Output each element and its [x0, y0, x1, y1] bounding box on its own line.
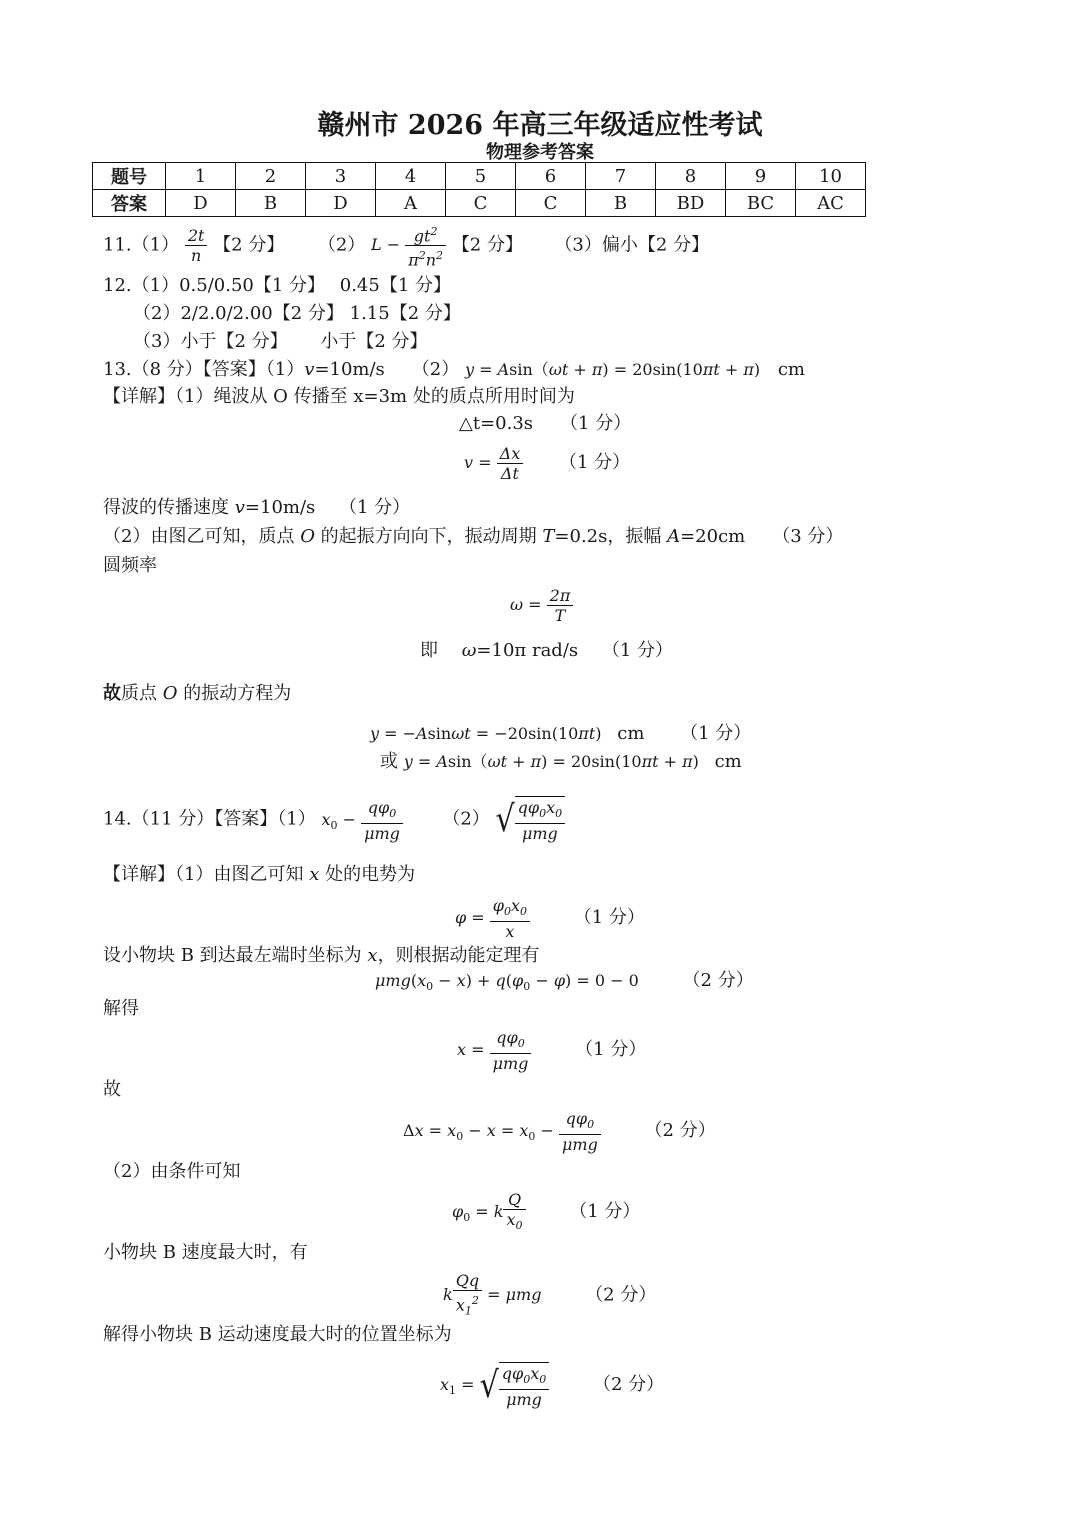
q13-detail-2: 得波的传播速度 v=10m/s （1 分）	[103, 497, 411, 518]
q14-answer1-formula: $x_0$ − $\frac{q\varphi_0}{\text{μmg}}$	[321, 810, 402, 829]
text: 【详解】（1）由图乙可知	[103, 864, 310, 885]
q14-eq-delta-x: $\Delta x = x_0 - x = x_0$ − $\frac{q\varphi_0}{\text{μmg}}$ （2 分）	[403, 1109, 716, 1155]
text: （2）由图乙可知，质点	[103, 526, 301, 547]
answer-cell: B	[236, 190, 306, 217]
q12-line-1: 12.（1）0.5/0.50【1 分】 0.45【1 分】	[103, 275, 451, 296]
q12-line-3: （3）小于【2 分】 小于【2 分】	[133, 331, 428, 352]
q14-detail-3: 解得	[103, 998, 139, 1019]
answer-cell: BC	[726, 190, 796, 217]
q11-answer2-formula: L − $\frac{gt^2}{\pi^2n^2}$	[371, 235, 446, 254]
q13-eq-time: △t=0.3s （1 分）	[459, 413, 632, 434]
text: ，则根据动能定理有	[377, 945, 540, 966]
q11-part2: （2）	[317, 234, 366, 256]
q14-eq-potential: φ = $\frac{\varphi_0x_0}{x}$ （1 分）	[455, 896, 645, 942]
q11-score2: 【2 分】	[451, 234, 523, 256]
q14-detail-6: 小物块 B 速度最大时，有	[103, 1242, 308, 1263]
q13-detail-4: 圆频率	[103, 555, 157, 576]
text: =10π rad/s （1 分）	[476, 640, 674, 661]
table-row-numbers	[93, 163, 866, 190]
answer-cell: C	[446, 190, 516, 217]
question-number-cell: 8	[656, 163, 726, 190]
question-number-cell: 6	[516, 163, 586, 190]
question-number-cell: 5	[446, 163, 516, 190]
q14-eq-force-balance: k $\frac{Qq}{x_1^2}$ = μmg （2 分）	[443, 1271, 657, 1318]
answer-cell: C	[516, 190, 586, 217]
q11-score1: 【2 分】	[213, 234, 285, 256]
text: 得波的传播速度	[103, 497, 235, 518]
q13-head-2: =10m/s （2）	[314, 359, 460, 380]
q14-eq-energy: $\mu mg(x_0 - x) + q(\varphi_0 - \varphi) = 0 - 0$ （2 分）	[375, 970, 754, 994]
row-label: 题号	[93, 163, 166, 190]
q14-detail-1: 【详解】（1）由图乙可知 x 处的电势为	[103, 864, 416, 885]
q13-eq-omega: ω = $\frac{2\pi}{T}$	[510, 586, 573, 625]
text: 即	[420, 640, 462, 661]
score: （2 分）	[585, 1284, 657, 1306]
q14-eq-x: x = $\frac{q\varphi_0}{\text{μmg}}$ （1 分）	[457, 1028, 647, 1074]
q13-detail-5: 故质点 O 的振动方程为	[103, 683, 292, 704]
q13-answer-line: 13.（8 分）【答案】（1）v=10m/s （2） y = Asin（ωt + π) = 20sin(10πt + π) cm	[103, 359, 805, 380]
question-number-cell: 9	[726, 163, 796, 190]
score: （2 分）	[644, 1120, 716, 1142]
text: 的起振方向向下，振动周期	[314, 526, 543, 547]
unit: cm	[714, 751, 742, 772]
q11-part3: （3）偏小【2 分】	[554, 234, 710, 256]
answer-cell: A	[376, 190, 446, 217]
q14-eq-phi0: $\varphi_0 = k$ $\frac{Q}{x_0}$ （1 分）	[452, 1190, 641, 1233]
table-row-answers	[93, 190, 866, 217]
text: 的振动方程为	[177, 683, 292, 704]
text: 故	[103, 683, 121, 704]
q12-line-2: （2）2/2.0/2.00【2 分】 1.15【2 分】	[133, 303, 461, 324]
score: （1 分）	[569, 1201, 641, 1223]
text: 设小物块 B 到达最左端时坐标为	[103, 945, 368, 966]
question-number-cell: 3	[306, 163, 376, 190]
text: 处的电势为	[319, 864, 416, 885]
q11-part1: （1）	[131, 234, 180, 256]
question-number-cell: 1	[166, 163, 236, 190]
q14-head-2: （2）	[442, 808, 490, 830]
unit: cm	[617, 723, 645, 744]
q11-answer1-formula: $\frac{2t}{n}$	[185, 226, 208, 265]
score: （1 分）	[680, 723, 752, 744]
page-title: 赣州市 2026 年高三年级适应性考试	[317, 110, 763, 141]
q13-eq-vibration-alt: 或 y = Asin（ωt + π) = 20sin(10πt + π) cm	[380, 751, 742, 772]
q14-detail-7: 解得小物块 B 运动速度最大时的位置坐标为	[103, 1324, 452, 1345]
q14-answer2-formula: √ $\frac{q\varphi_0x_0}{\text{μmg}}$	[496, 796, 566, 843]
score: （1 分）	[558, 452, 631, 473]
row-label: 答案	[93, 190, 166, 217]
q11-line	[103, 222, 709, 270]
q13-equation: y = Asin（ωt + π) = 20sin(10πt + π)	[464, 360, 761, 379]
answer-table	[92, 162, 866, 217]
q14-head: 14.（11 分）【答案】（1）	[103, 808, 316, 830]
score: （2 分）	[592, 1374, 665, 1396]
score: （1 分）	[575, 1039, 647, 1061]
question-number-cell: 10	[796, 163, 866, 190]
text: 质点	[121, 683, 163, 704]
q13-detail-3: （2）由图乙可知，质点 O 的起振方向向下，振动周期 T=0.2s，振幅 A=20cm （3 分）	[103, 526, 844, 547]
q14-answer-line	[103, 796, 565, 843]
score: （1 分）	[573, 907, 645, 929]
q13-unit: cm	[777, 359, 805, 380]
score: （2 分）	[682, 970, 754, 991]
q14-detail-5: （2）由条件可知	[103, 1161, 241, 1182]
text: 或	[380, 751, 404, 772]
q11-number: 11.	[103, 234, 132, 256]
answer-cell: BD	[656, 190, 726, 217]
text: =0.2s，振幅	[554, 526, 668, 547]
q13-detail-1: 【详解】（1）绳波从 O 传播至 x=3m 处的质点所用时间为	[103, 386, 575, 407]
question-number-cell: 4	[376, 163, 446, 190]
q13-eq-omega-value: 即 ω=10π rad/s （1 分）	[420, 640, 674, 661]
text: =10m/s （1 分）	[244, 497, 411, 518]
page-subtitle: 物理参考答案	[486, 142, 594, 163]
answer-cell: AC	[796, 190, 866, 217]
q14-detail-2: 设小物块 B 到达最左端时坐标为 x，则根据动能定理有	[103, 945, 540, 966]
answer-cell: D	[306, 190, 376, 217]
q13-eq-vibration: y = −Asinωt = −20sin(10πt) cm （1 分）	[370, 723, 752, 744]
q14-eq-x1: $x_1$ = √ $\frac{q\varphi_0x_0}{\text{μmg}}$ （2 分）	[440, 1363, 665, 1410]
text: =20cm （3 分）	[680, 526, 844, 547]
answer-cell: B	[586, 190, 656, 217]
q13-eq-speed: v = $\frac{\Delta x}{\Delta t}$ （1 分）	[464, 444, 631, 483]
question-number-cell: 2	[236, 163, 306, 190]
q14-detail-4: 故	[103, 1079, 121, 1100]
question-number-cell: 7	[586, 163, 656, 190]
answer-cell: D	[166, 190, 236, 217]
q13-head: 13.（8 分）【答案】（1）	[103, 359, 305, 380]
